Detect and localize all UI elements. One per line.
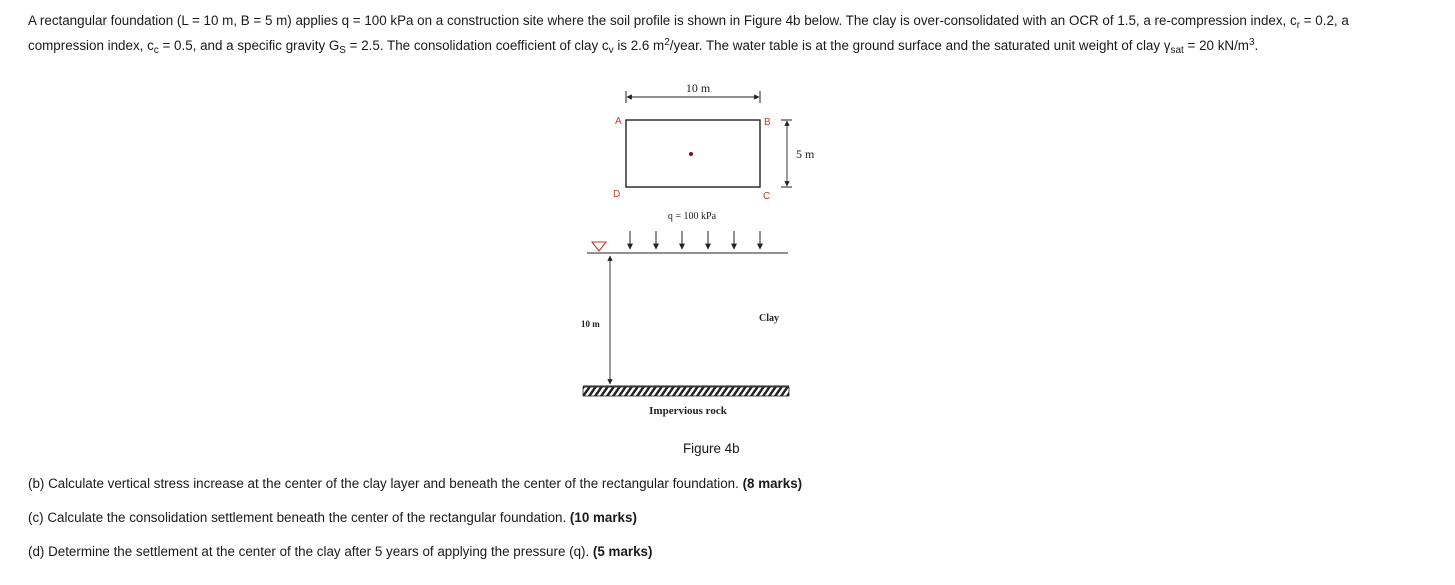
center-point <box>689 152 693 156</box>
corner-c: C <box>763 191 771 202</box>
problem-statement: A rectangular foundation (L = 10 m, B = 5 m) applies q = 100 kPa on a construction site where the soil profile is shown in Figure 4b below. The clay is over-consolidated with an OCR of 1.5, a re-compression index, $c_r = 0.2$, a compression index, $c_c = 0.5$, and a specific gravity $G_S = 2.5$. The consolidation coefficient of clay $c_v$ is 2.6 $m^2$/year. The water table is at the ground surface and the saturated unit weight of clay $\gamma_{sat} = 20$ $kN/m^3$. <box>28 13 1349 56</box>
question-part-c: (c) Calculate the consolidation settlement beneath the center of the rectangular foundation. (10 marks) <box>28 510 637 525</box>
figure-caption: Figure 4b <box>683 441 740 456</box>
water-table-icon <box>589 242 606 253</box>
corner-b: B <box>764 117 771 128</box>
question-part-d: (d) Determine the settlement at the center of the clay after 5 years of applying the pressure (q). (5 marks) <box>28 544 653 559</box>
rock-label: Impervious rock <box>649 405 727 417</box>
load-label: q = 100 kPa <box>667 211 717 222</box>
load-arrows <box>630 231 760 249</box>
figure-4b <box>570 70 815 430</box>
corner-a: A <box>615 116 622 127</box>
depth-label: 10 m <box>581 319 600 329</box>
width-label: 5 m <box>796 147 815 161</box>
corner-d: D <box>613 189 621 200</box>
length-label: 10 m <box>685 81 711 95</box>
impervious-rock-layer <box>583 387 789 396</box>
question-part-b: (b) Calculate vertical stress increase at the center of the clay layer and beneath the center of the rectangular foundation. (8 marks) <box>28 476 803 491</box>
length-dimension <box>626 81 760 103</box>
width-dimension <box>781 120 815 187</box>
soil-profile-diagram <box>570 70 815 430</box>
clay-label: Clay <box>759 313 779 324</box>
foundation-plan <box>626 120 760 187</box>
